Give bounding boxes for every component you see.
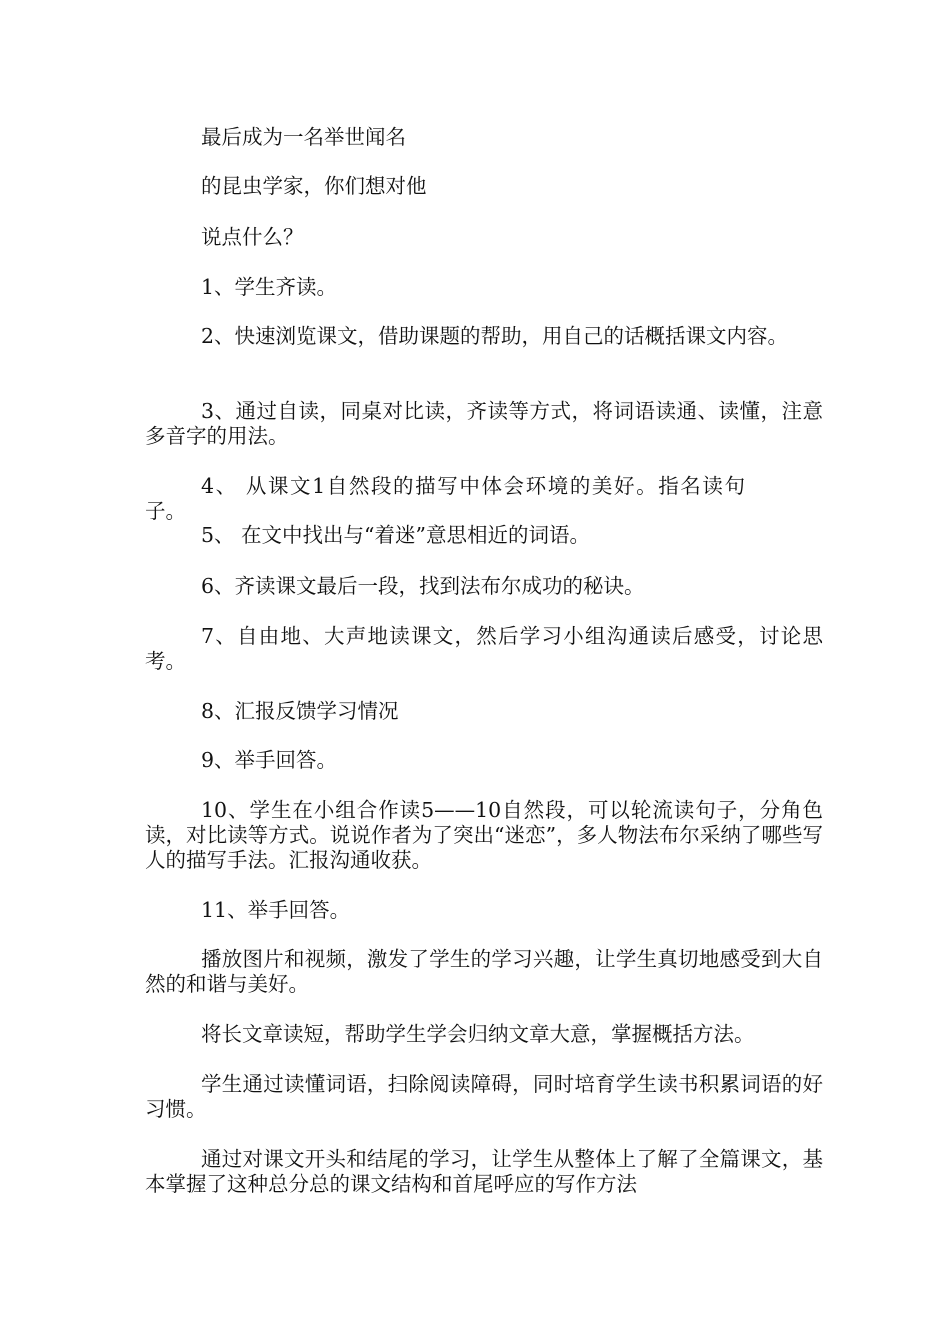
paragraph-17: 学生通过读懂词语，扫除阅读障碍，同时培育学生读书积累词语的好习惯。 [145, 1072, 823, 1121]
paragraph-8: 5、 在文中找出与“着迷”意思相近的词语。 [201, 523, 591, 547]
paragraph-5: 2、快速浏览课文，借助课题的帮助，用自己的话概括课文内容。 [201, 324, 789, 348]
paragraph-18: 通过对课文开头和结尾的学习，让学生从整体上了解了全篇课文，基本掌握了这种总分总的课文结构和首尾呼应的写作方法 [145, 1147, 823, 1196]
paragraph-13: 10、学生在小组合作读5——10自然段，可以轮流读句子，分角色读，对比读等方式。说说作者为了突出“迷恋”，多人物法布尔采纳了哪些写人的描写手法。汇报沟通收获。 [145, 798, 823, 872]
paragraph-4: 1、学生齐读。 [201, 275, 338, 299]
paragraph-12: 9、举手回答。 [201, 748, 338, 772]
paragraph-2: 的昆虫学家，你们想对他 [201, 174, 427, 198]
paragraph-11: 8、汇报反馈学习情况 [201, 699, 399, 723]
paragraph-3: 说点什么？ [201, 225, 304, 249]
paragraph-7: 4、 从课文1自然段的描写中体会环境的美好。指名读句子。 [145, 474, 745, 523]
paragraph-6: 3、通过自读，同桌对比读，齐读等方式，将词语读通、读懂，注意多音字的用法。 [145, 399, 823, 448]
paragraph-9: 6、齐读课文最后一段，找到法布尔成功的秘诀。 [201, 574, 645, 598]
paragraph-1: 最后成为一名举世闻名 [201, 125, 406, 149]
paragraph-16: 将长文章读短，帮助学生学会归纳文章大意，掌握概括方法。 [201, 1022, 755, 1046]
paragraph-15: 播放图片和视频，激发了学生的学习兴趣，让学生真切地感受到大自然的和谐与美好。 [145, 947, 823, 996]
paragraph-10: 7、自由地、大声地读课文，然后学习小组沟通读后感受，讨论思考。 [145, 624, 823, 673]
paragraph-14: 11、举手回答。 [201, 898, 351, 922]
